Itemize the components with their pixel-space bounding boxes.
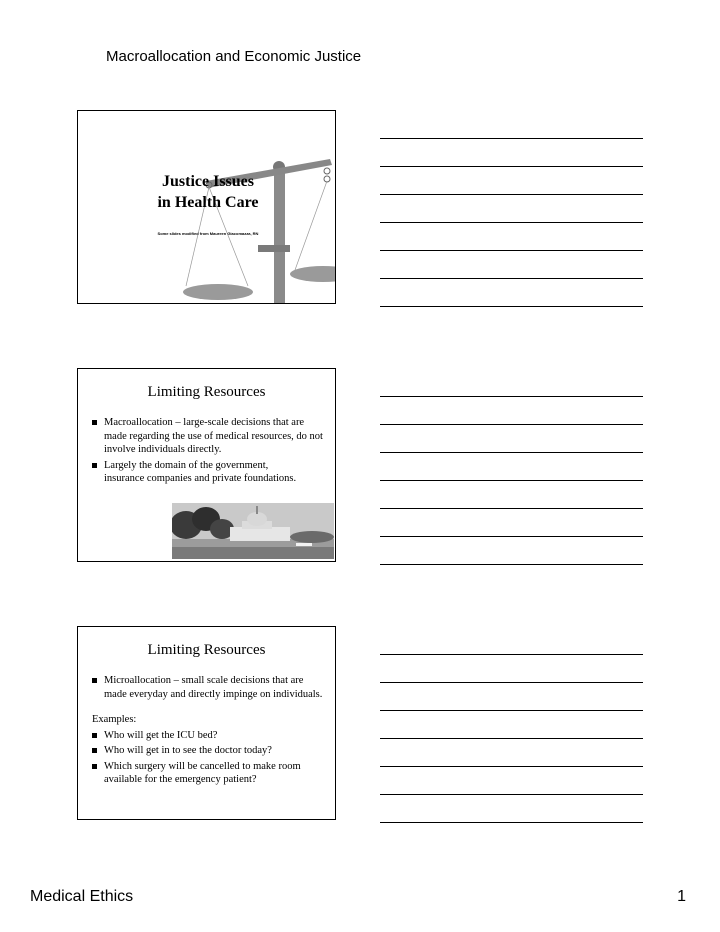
example-item: Who will get in to see the doctor today? bbox=[92, 744, 328, 758]
note-line bbox=[380, 166, 643, 167]
note-line bbox=[380, 766, 643, 767]
note-line bbox=[380, 508, 643, 509]
note-line bbox=[380, 306, 643, 307]
example-item: Which surgery will be cancelled to make room available for the emergency patient? bbox=[92, 760, 328, 787]
note-line bbox=[380, 654, 643, 655]
note-line bbox=[380, 452, 643, 453]
slide-1-title bbox=[138, 171, 278, 213]
note-line bbox=[380, 250, 643, 251]
handout-header: Macroallocation and Economic Justice bbox=[106, 48, 362, 65]
slide-3-bullet-list bbox=[92, 674, 328, 701]
slide-3-content bbox=[92, 674, 328, 789]
example-item: Who will get the ICU bed? bbox=[92, 729, 328, 743]
slide-2 bbox=[77, 368, 336, 562]
slide-2-title: Limiting Resources bbox=[147, 384, 266, 400]
note-line bbox=[380, 822, 643, 823]
slide-3 bbox=[77, 626, 336, 820]
note-line bbox=[380, 564, 643, 565]
bullet-item: Largely the domain of the government, insurance companies and private foundations. bbox=[92, 459, 304, 486]
note-line bbox=[380, 710, 643, 711]
note-line bbox=[380, 794, 643, 795]
bullet-item: Microallocation – small scale decisions that are made everyday and directly impinge on individuals. bbox=[92, 674, 328, 701]
bullet-item: Macroallocation – large-scale decisions that are made regarding the use of medical resources, do not involve individuals directly. bbox=[92, 416, 328, 457]
slide-1 bbox=[77, 110, 336, 304]
note-line bbox=[380, 194, 643, 195]
slide-3-title: Limiting Resources bbox=[147, 642, 266, 658]
footer-course-title: Medical Ethics bbox=[30, 888, 134, 905]
note-line bbox=[380, 222, 643, 223]
note-line bbox=[380, 424, 643, 425]
note-line bbox=[380, 396, 643, 397]
slide-2-bullet-list bbox=[92, 416, 328, 488]
note-line bbox=[380, 480, 643, 481]
slide-1-credit: Some slides modified from Maureen Giacomazza, RN bbox=[157, 231, 259, 236]
note-line bbox=[380, 138, 643, 139]
note-line bbox=[380, 738, 643, 739]
note-line bbox=[380, 278, 643, 279]
footer-page-number: 1 bbox=[677, 888, 686, 905]
note-line bbox=[380, 682, 643, 683]
slide-1-title-line-1: Justice Issues bbox=[161, 173, 254, 190]
slide-1-title-line-2: in Health Care bbox=[157, 194, 259, 211]
examples-list bbox=[92, 729, 328, 787]
examples-label: Examples: bbox=[92, 714, 137, 725]
capitol-building-image bbox=[172, 503, 334, 559]
note-line bbox=[380, 536, 643, 537]
